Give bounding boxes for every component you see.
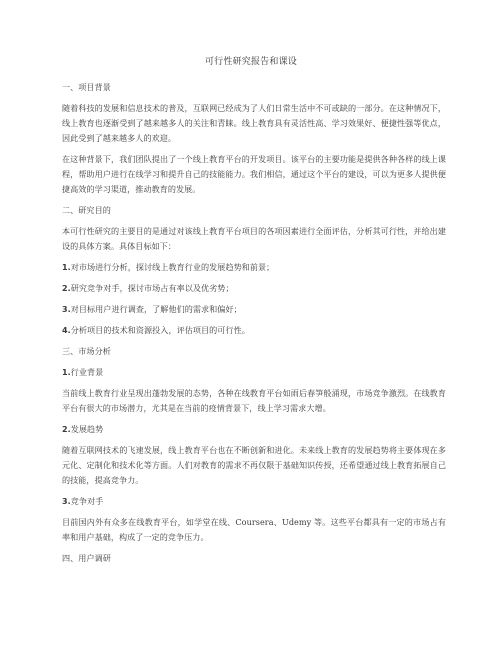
paragraph: 当前线上教育行业呈现出蓬勃发展的态势，各种在线教育平台如雨后春笋般涌现，市场竞争激烈。在线教育平台有很大的市场潜力，尤其是在当前的疫情背景下，线上学习需求大增。 [62,388,446,413]
subsection-number: 2. [62,425,71,434]
paragraph: 在这种背景下，我们团队提出了一个线上教育平台的开发项目。该平台的主要功能是提供各种各样的线上课程，帮助用户进行在线学习和提升自己的技能能力。我们相信，通过这个平台的建设，可以为更多人提供便捷高效的学习渠道，推动教育的发展。 [62,154,446,194]
section-heading-background: 一、项目背景 [62,82,111,92]
list-item [62,323,446,338]
subsection-label: 竞争对手 [70,496,104,506]
list-item-text: 研究竞争对手，探讨市场占有率以及优劣势； [70,283,234,293]
section-heading-market: 三、市场分析 [62,346,111,356]
subsection-label: 行业背景 [70,367,104,377]
subsection-heading [62,365,446,380]
list-item [62,260,446,275]
paragraph: 随着互联网技术的飞速发展，线上教育平台也在不断创新和进化。未来线上教育的发展趋势将主要体现在多元化、定制化和技术化等方面。人们对教育的需求不再仅限于基础知识传授，还希望通过线上教育拓展自己的技能，提高竞争力。 [62,445,446,485]
list-item-number: 2. [62,284,71,293]
list-item [62,281,446,296]
subsection-heading [62,422,446,437]
subsection-label: 发展趋势 [70,424,104,434]
list-item-text: 对目标用户进行调查，了解他们的需求和偏好； [70,304,242,314]
paragraph: 随着科技的发展和信息技术的普及，互联网已经成为了人们日常生活中不可或缺的一部分。在这种情况下，线上教育也逐渐受到了越来越多人的关注和青睐。线上教育具有灵活性高、学习效果好、便捷性强等优点，因此受到了越来越多人的欢迎。 [62,103,446,143]
document-title: 可行性研究报告和课设 [204,57,297,67]
paragraph: 本可行性研究的主要目的是通过对该线上教育平台项目的各项因素进行全面评估，分析其可行性，并给出建设的具体方案。具体目标如下： [62,226,446,251]
subsection-number: 1. [62,368,71,377]
list-item-text: 对市场进行分析，探讨线上教育行业的发展趋势和前景； [70,262,275,272]
list-item-number: 4. [62,326,71,335]
subsection-heading [62,494,446,509]
section-heading-user-research: 四、用户调研 [62,553,111,563]
paragraph: 目前国内外有众多在线教育平台，如学堂在线、Coursera、Udemy 等。这些平台都具有一定的市场占有率和用户基础，构成了一定的竞争压力。 [62,517,446,542]
list-item-text: 分析项目的技术和资源投入，评估项目的可行性。 [70,325,250,335]
section-heading-purpose: 二、研究目的 [62,205,111,215]
document-body [62,80,446,572]
subsection-number: 3. [62,497,71,506]
list-item-number: 1. [62,263,71,272]
list-item-number: 3. [62,305,71,314]
list-item [62,302,446,317]
